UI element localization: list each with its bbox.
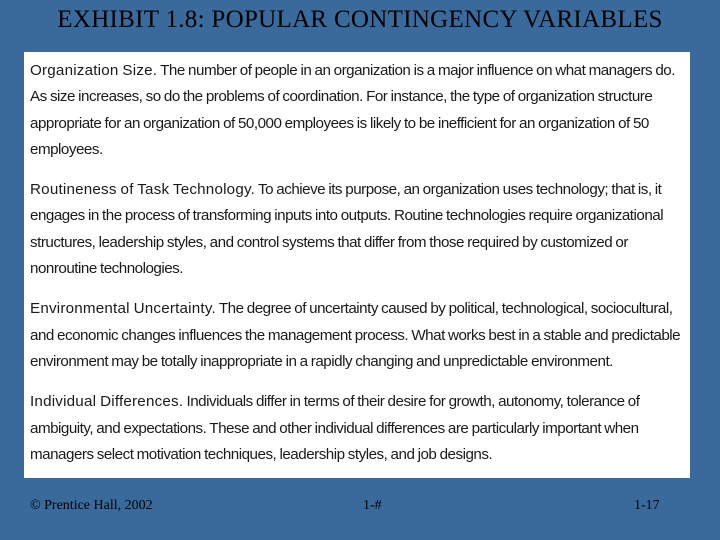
variable-description: Individuals differ in terms of their desire for growth, autonomy, tolerance of ambiguity, and expectations. These and other individual differences are particularly important when managers select motivation techniques, leadership styles, and job designs. bbox=[30, 393, 640, 463]
variable-description: To achieve its purpose, an organization uses technology; that is, it engages in the process of transforming inputs into outputs. Routine technologies require organizational structures, leadership styles, and control systems that differ from those required by customized or nonroutine technologies. bbox=[30, 181, 664, 278]
variable-term: Individual Differences. bbox=[30, 393, 184, 411]
variable-term: Routineness of Task Technology. bbox=[30, 181, 256, 199]
footer-copyright: © Prentice Hall, 2002 bbox=[30, 498, 153, 513]
variable-term: Environmental Uncertainty. bbox=[30, 300, 216, 318]
footer-page-number: 1-17 bbox=[634, 498, 660, 513]
content-panel bbox=[24, 52, 690, 478]
variable-organization-size bbox=[30, 58, 686, 163]
variable-task-technology bbox=[30, 177, 686, 282]
variable-environmental-uncertainty bbox=[30, 296, 686, 375]
variable-description: The number of people in an organization is a major influence on what managers do. As size increases, so do the problems of coordination. For instance, the type of organization structure appropriate for an organization of 50,000 employees is likely to be inefficient for an organization of 50 employees. bbox=[30, 62, 675, 158]
variable-term: Organization Size. bbox=[30, 62, 158, 79]
footer-center-label: 1-# bbox=[363, 498, 382, 513]
slide-title: EXHIBIT 1.8: POPULAR CONTINGENCY VARIABLES bbox=[57, 6, 663, 33]
variable-description: The degree of uncertainty caused by political, technological, sociocultural, and economic changes influences the management process. What works best in a stable and predictable environment may be totally inappropriate in a rapidly changing and unpredictable environment. bbox=[30, 300, 681, 370]
variable-individual-differences bbox=[30, 389, 686, 468]
